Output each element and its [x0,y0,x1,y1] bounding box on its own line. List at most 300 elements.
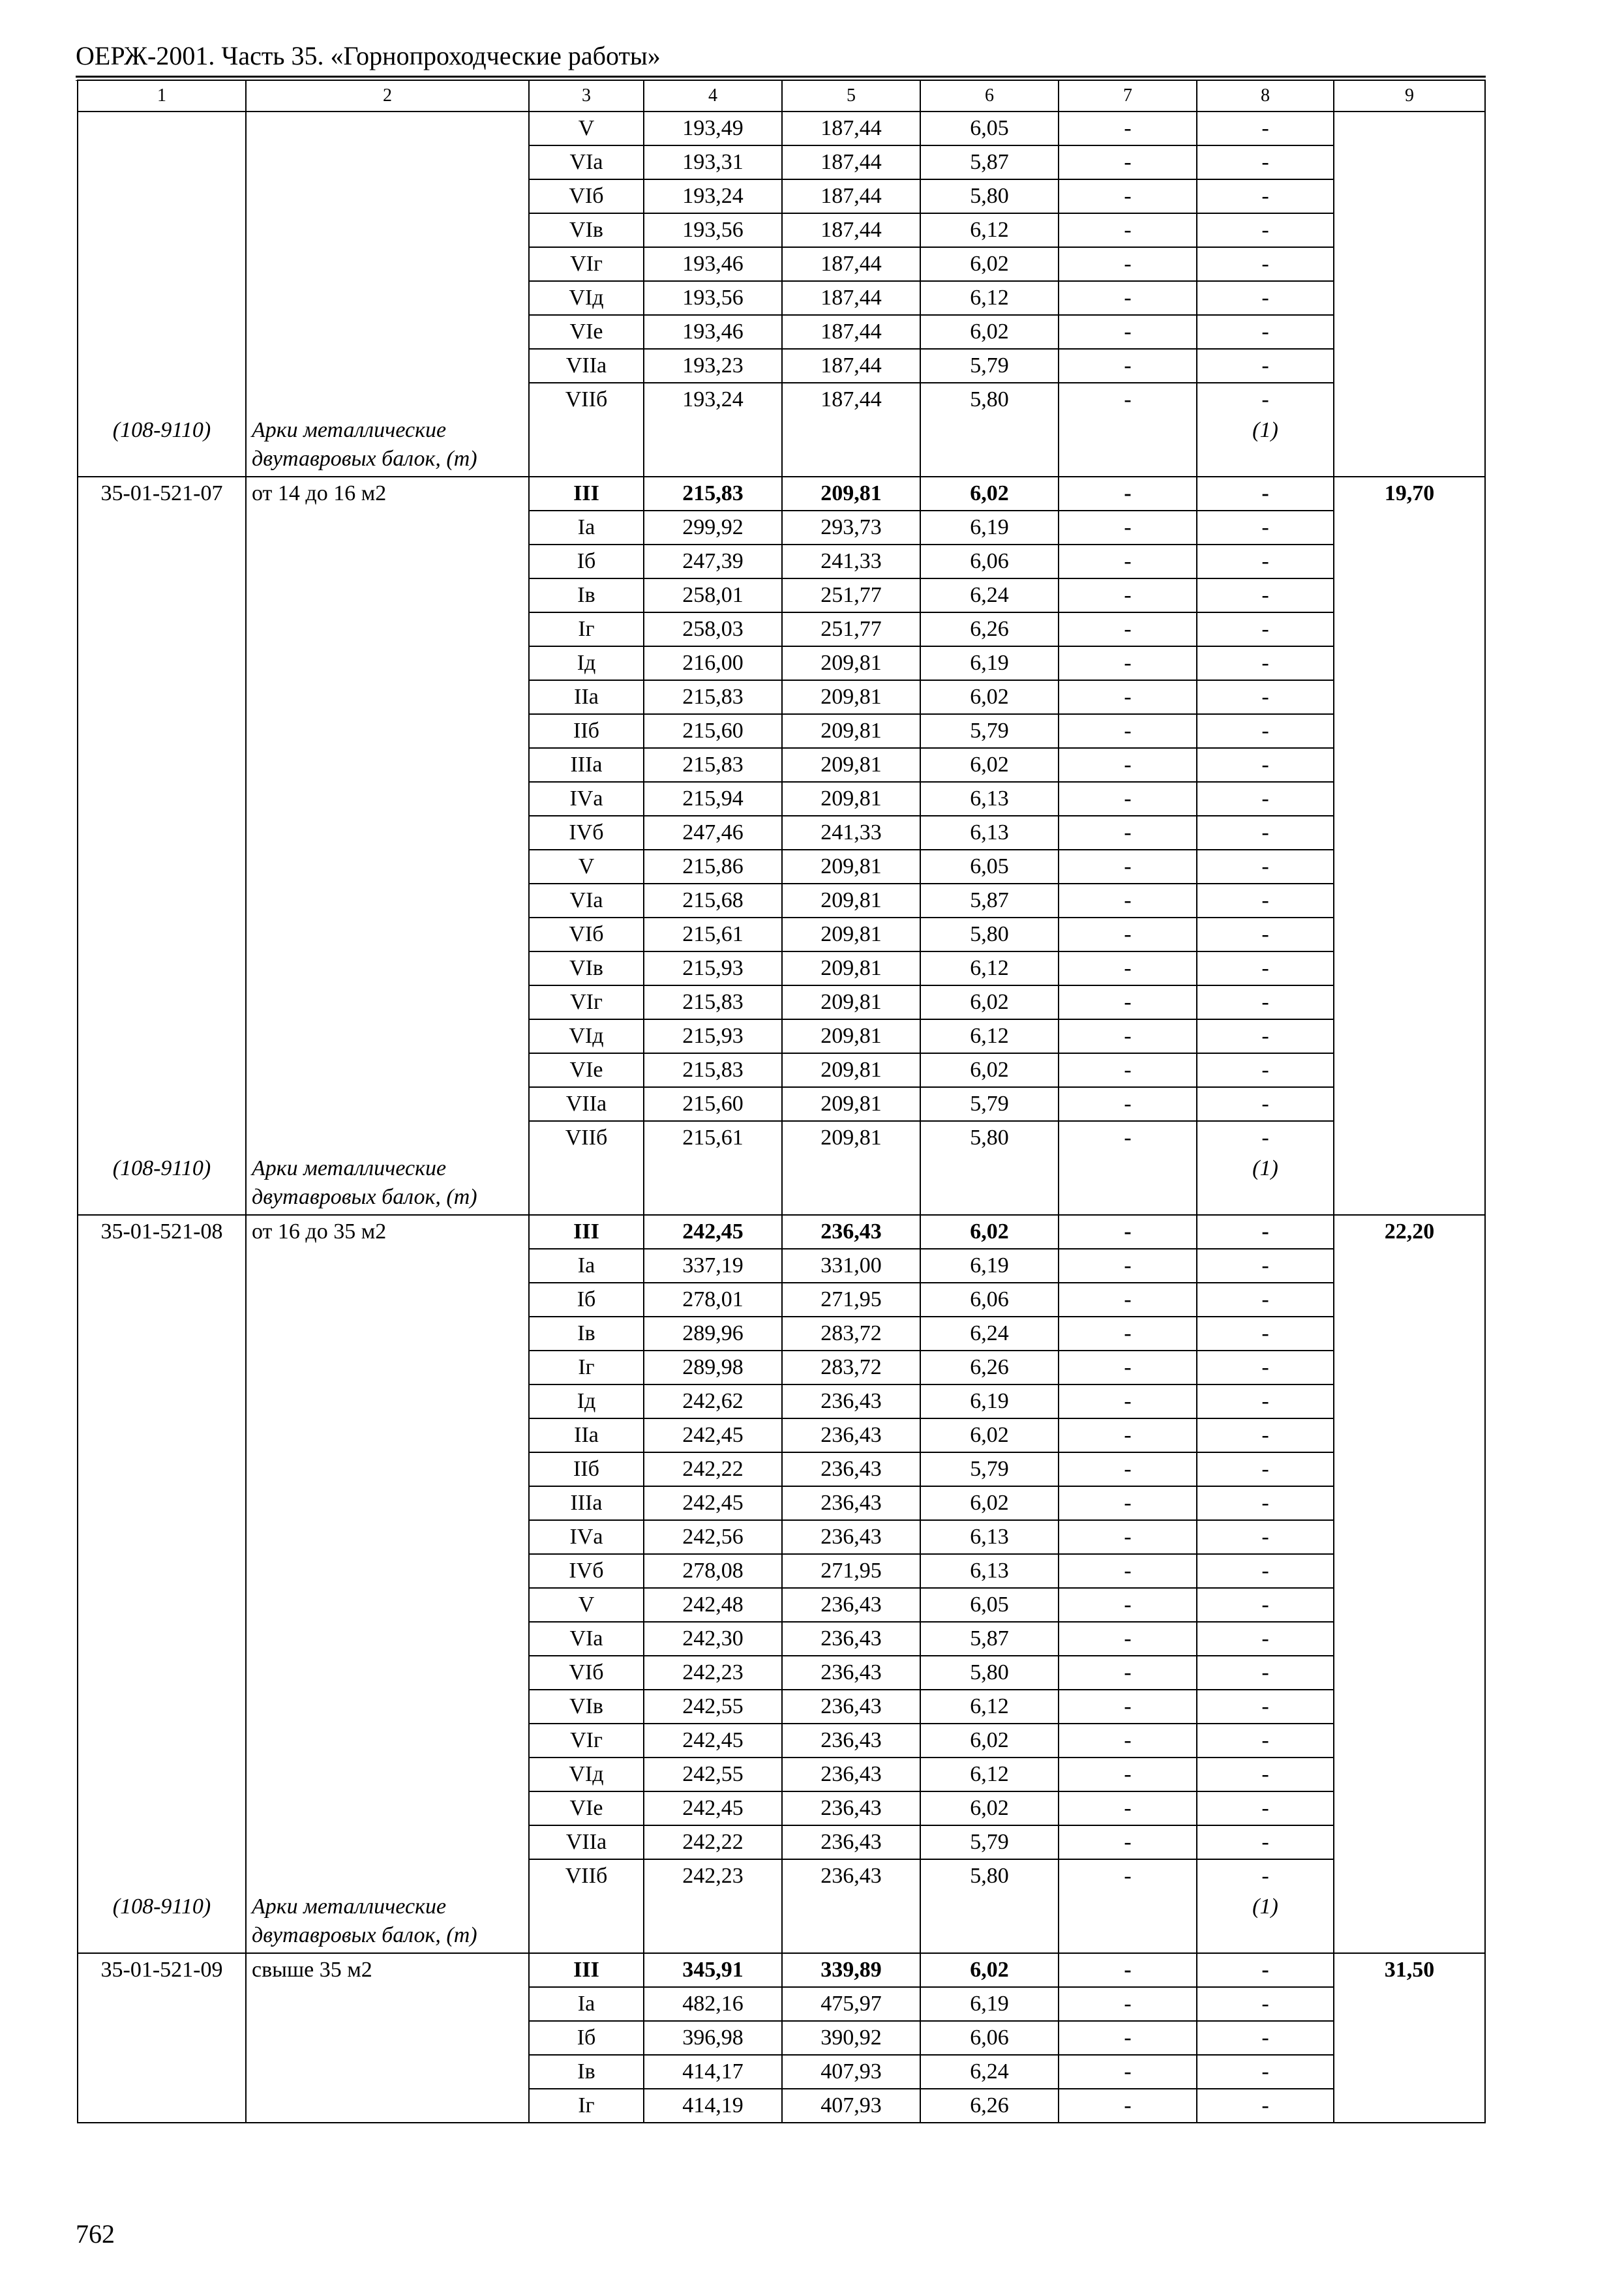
value-cell: 396,98 [644,2021,782,2055]
value-cell: 209,81 [782,680,920,714]
value-cell: 193,24 [644,383,782,416]
table-row [78,1987,1485,2021]
value-cell: 247,46 [644,816,782,850]
norm-code [78,816,246,850]
value-cell: - [1197,1758,1334,1791]
work-name [246,281,529,315]
work-name [246,1987,529,2021]
table-row [78,281,1485,315]
norm-code [78,782,246,816]
value-cell: (1) [1197,1893,1334,1953]
norm-code [78,179,246,213]
value-cell: 193,23 [644,349,782,383]
labor-cost [1334,1520,1485,1554]
value-cell: 242,23 [644,1859,782,1893]
value-cell: 5,79 [920,714,1059,748]
value-cell: 6,12 [920,281,1059,315]
value-cell: - [1197,1554,1334,1588]
work-name [246,1019,529,1053]
work-name [246,951,529,985]
labor-cost [1334,1351,1485,1384]
work-name [246,1452,529,1486]
value-cell: Iв [529,2055,644,2089]
value-cell: 187,44 [782,281,920,315]
value-cell: - [1059,179,1197,213]
value-cell: 215,60 [644,714,782,748]
value-cell: 6,19 [920,1987,1059,2021]
value-cell: 251,77 [782,612,920,646]
table-row [78,545,1485,578]
value-cell: 236,43 [782,1825,920,1859]
value-cell: - [1059,1486,1197,1520]
value-cell: 5,79 [920,349,1059,383]
value-cell: 193,24 [644,179,782,213]
value-cell: 283,72 [782,1317,920,1351]
table-row [78,918,1485,951]
value-cell: - [1059,748,1197,782]
labor-cost [1334,1622,1485,1656]
value-cell: 241,33 [782,545,920,578]
value-cell: 6,13 [920,816,1059,850]
work-name [246,1554,529,1588]
labor-cost [1334,1554,1485,1588]
resource-code: (108-9110) [78,1893,246,1953]
table-row [78,714,1485,748]
note-row [78,416,1485,477]
norm-code [78,213,246,247]
value-cell: 236,43 [782,1452,920,1486]
value-cell: - [1197,646,1334,680]
value-cell: 5,80 [920,918,1059,951]
value-cell: - [1059,281,1197,315]
value-cell: 215,60 [644,1087,782,1121]
norm-code [78,985,246,1019]
work-name [246,1656,529,1690]
value-cell: 187,44 [782,247,920,281]
value-cell: VIв [529,951,644,985]
value-cell: - [1059,2021,1197,2055]
value-cell: 278,01 [644,1283,782,1317]
value-cell: V [529,112,644,145]
value-cell: IIб [529,714,644,748]
value-cell: VIа [529,145,644,179]
value-cell: 6,05 [920,112,1059,145]
value-cell: 216,00 [644,646,782,680]
norm-code [78,1724,246,1758]
value-cell: - [1197,349,1334,383]
value-cell: 236,43 [782,1588,920,1622]
norm-code [78,2089,246,2123]
labor-cost [1334,416,1485,477]
value-cell: IIа [529,680,644,714]
value-cell: 482,16 [644,1987,782,2021]
labor-cost [1334,1384,1485,1418]
value-cell: VIIб [529,1859,644,1893]
table-row [78,1622,1485,1656]
value-cell: - [1059,1019,1197,1053]
value-cell: Iа [529,1249,644,1283]
table-row [78,1758,1485,1791]
value-cell: - [1059,680,1197,714]
value-cell: 242,56 [644,1520,782,1554]
work-name [246,1053,529,1087]
value-cell: 414,17 [644,2055,782,2089]
norm-code [78,1554,246,1588]
value-cell: Iб [529,545,644,578]
value-cell: - [1059,1215,1197,1249]
value-cell: 6,02 [920,1486,1059,1520]
value-cell: 215,83 [644,680,782,714]
value-cell: 187,44 [782,383,920,416]
value-cell: 5,87 [920,1622,1059,1656]
value-cell: 242,55 [644,1758,782,1791]
value-cell: - [1059,145,1197,179]
labor-cost [1334,511,1485,545]
value-cell: - [1197,1791,1334,1825]
value-cell: 6,24 [920,1317,1059,1351]
labor-cost [1334,1724,1485,1758]
value-cell: 215,68 [644,884,782,918]
value-cell: 331,00 [782,1249,920,1283]
value-cell: 247,39 [644,545,782,578]
value-cell: 6,12 [920,213,1059,247]
value-cell: Iд [529,646,644,680]
work-name [246,646,529,680]
value-cell: 6,26 [920,1351,1059,1384]
resource-name: Арки металлические двутавровых балок, (т) [246,1154,529,1215]
labor-cost [1334,1859,1485,1893]
value-cell: 6,02 [920,247,1059,281]
value-cell: - [1197,1283,1334,1317]
norm-code: 35-01-521-09 [78,1953,246,1987]
norm-code [78,1121,246,1154]
column-number: 3 [529,80,644,112]
norm-code [78,1283,246,1317]
norm-code [78,646,246,680]
work-name [246,511,529,545]
work-name [246,680,529,714]
value-cell: 209,81 [782,1053,920,1087]
work-name [246,179,529,213]
value-cell: 5,80 [920,1656,1059,1690]
value-cell: VIв [529,213,644,247]
work-name: от 16 до 35 м2 [246,1215,529,1249]
value-cell [1059,1893,1197,1953]
value-cell: 6,02 [920,1791,1059,1825]
value-cell: 6,12 [920,1019,1059,1053]
column-number-row [78,80,1485,112]
value-cell [529,1893,644,1953]
value-cell: 6,02 [920,748,1059,782]
norm-code [78,1987,246,2021]
value-cell: - [1197,748,1334,782]
labor-cost [1334,383,1485,416]
value-cell: - [1059,1418,1197,1452]
norm-code [78,511,246,545]
value-cell: - [1059,1690,1197,1724]
norm-code [78,884,246,918]
value-cell: 6,02 [920,1953,1059,1987]
norm-code [78,2021,246,2055]
value-cell: 407,93 [782,2089,920,2123]
table-row [78,1690,1485,1724]
norm-code [78,1418,246,1452]
value-cell: - [1059,714,1197,748]
value-cell: - [1197,247,1334,281]
value-cell: - [1059,951,1197,985]
value-cell: - [1197,612,1334,646]
labor-cost [1334,1893,1485,1953]
work-name [246,850,529,884]
value-cell: 236,43 [782,1758,920,1791]
norm-code [78,315,246,349]
work-name [246,612,529,646]
value-cell: 6,05 [920,850,1059,884]
norm-code [78,281,246,315]
table-row [78,578,1485,612]
column-number: 1 [78,80,246,112]
value-cell: Iб [529,2021,644,2055]
value-cell: 187,44 [782,112,920,145]
value-cell: - [1197,1520,1334,1554]
labor-cost [1334,1791,1485,1825]
value-cell: 5,80 [920,383,1059,416]
norm-code [78,1758,246,1791]
value-cell: 236,43 [782,1791,920,1825]
value-cell: IVа [529,1520,644,1554]
table-row [78,1283,1485,1317]
value-cell: 6,02 [920,315,1059,349]
page-header [76,38,1486,81]
value-cell [782,1154,920,1215]
labor-cost [1334,1087,1485,1121]
column-number: 4 [644,80,782,112]
value-cell: 6,13 [920,782,1059,816]
value-cell: 209,81 [782,477,920,511]
table-row [78,884,1485,918]
value-cell: - [1059,850,1197,884]
norm-code: 35-01-521-08 [78,1215,246,1249]
value-cell: Iг [529,612,644,646]
value-cell: VIIа [529,349,644,383]
value-cell: - [1197,1987,1334,2021]
work-name [246,1690,529,1724]
value-cell: 209,81 [782,884,920,918]
value-cell: - [1197,179,1334,213]
value-cell: VIа [529,1622,644,1656]
table-row [78,383,1485,416]
value-cell: 209,81 [782,782,920,816]
value-cell: - [1059,1825,1197,1859]
value-cell: 209,81 [782,918,920,951]
value-cell: - [1059,2055,1197,2089]
norm-code [78,1053,246,1087]
value-cell: - [1059,1317,1197,1351]
labor-cost [1334,112,1485,145]
value-cell: 6,19 [920,511,1059,545]
note-row [78,1154,1485,1215]
table-row [78,1791,1485,1825]
value-cell: 6,19 [920,646,1059,680]
value-cell: - [1197,1384,1334,1418]
labor-cost [1334,748,1485,782]
value-cell: - [1197,1859,1334,1893]
value-cell: 337,19 [644,1249,782,1283]
work-name [246,1758,529,1791]
norm-code [78,578,246,612]
work-name [246,748,529,782]
value-cell: 5,79 [920,1825,1059,1859]
column-number: 8 [1197,80,1334,112]
value-cell: 5,79 [920,1452,1059,1486]
value-cell: - [1059,918,1197,951]
value-cell: 236,43 [782,1520,920,1554]
column-number: 7 [1059,80,1197,112]
value-cell: 258,03 [644,612,782,646]
value-cell: 293,73 [782,511,920,545]
table-row [78,1859,1485,1893]
work-name [246,1087,529,1121]
value-cell: - [1059,1588,1197,1622]
document-title: ОЕРЖ-2001. Часть 35. «Горнопроходческие работы» [76,41,661,70]
value-cell: - [1197,1019,1334,1053]
work-name [246,1859,529,1893]
table-row [78,748,1485,782]
work-name [246,1351,529,1384]
norm-code [78,2055,246,2089]
value-cell: 242,48 [644,1588,782,1622]
labor-cost [1334,2021,1485,2055]
value-cell: 215,61 [644,918,782,951]
value-cell: - [1197,918,1334,951]
table-row [78,1249,1485,1283]
value-cell: 209,81 [782,1121,920,1154]
table-row [78,2089,1485,2123]
value-cell: 251,77 [782,578,920,612]
resource-name: Арки металлические двутавровых балок, (т) [246,416,529,477]
work-name: свыше 35 м2 [246,1953,529,1987]
value-cell: - [1059,1384,1197,1418]
value-cell: - [1197,884,1334,918]
value-cell: - [1059,985,1197,1019]
value-cell: - [1197,1351,1334,1384]
value-cell: 475,97 [782,1987,920,2021]
norm-code [78,1019,246,1053]
value-cell: VIе [529,1053,644,1087]
value-cell: - [1197,1317,1334,1351]
work-name [246,816,529,850]
value-cell: - [1197,213,1334,247]
norm-code [78,1825,246,1859]
labor-cost [1334,145,1485,179]
table-row [78,782,1485,816]
value-cell: Iг [529,2089,644,2123]
labor-cost: 31,50 [1334,1953,1485,1987]
value-cell: 6,26 [920,612,1059,646]
column-number: 2 [246,80,529,112]
value-cell [920,1893,1059,1953]
value-cell: - [1197,985,1334,1019]
labor-cost [1334,1987,1485,2021]
value-cell: 5,79 [920,1087,1059,1121]
labor-cost [1334,680,1485,714]
labor-cost [1334,782,1485,816]
norm-code [78,1622,246,1656]
value-cell: - [1197,714,1334,748]
labor-cost [1334,545,1485,578]
value-cell: - [1059,511,1197,545]
norm-code [78,1486,246,1520]
value-cell: VIд [529,281,644,315]
value-cell: 215,83 [644,1053,782,1087]
value-cell: VIа [529,884,644,918]
table-row [78,1053,1485,1087]
value-cell: - [1059,646,1197,680]
value-cell: - [1197,1087,1334,1121]
value-cell: 209,81 [782,748,920,782]
value-cell: - [1197,2089,1334,2123]
value-cell: - [1197,145,1334,179]
value-cell: VIIб [529,383,644,416]
value-cell: 271,95 [782,1283,920,1317]
value-cell: - [1197,112,1334,145]
value-cell: - [1059,816,1197,850]
value-cell: 209,81 [782,951,920,985]
labor-cost [1334,1758,1485,1791]
value-cell: 209,81 [782,1087,920,1121]
value-cell: IVб [529,1554,644,1588]
value-cell [644,1893,782,1953]
table-row [78,179,1485,213]
value-cell: 215,93 [644,951,782,985]
table-row [78,247,1485,281]
value-cell: 6,12 [920,1690,1059,1724]
work-name [246,1384,529,1418]
column-number: 5 [782,80,920,112]
value-cell: - [1197,281,1334,315]
value-cell: Iг [529,1351,644,1384]
value-cell: IIIа [529,748,644,782]
value-cell: 6,02 [920,1053,1059,1087]
value-cell: Iа [529,1987,644,2021]
work-name [246,884,529,918]
value-cell: 6,02 [920,477,1059,511]
norm-code [78,1588,246,1622]
value-cell: 215,83 [644,985,782,1019]
labor-cost [1334,1656,1485,1690]
value-cell: - [1197,383,1334,416]
work-name [246,2055,529,2089]
labor-cost: 19,70 [1334,477,1485,511]
value-cell: - [1059,1987,1197,2021]
value-cell: - [1197,1249,1334,1283]
value-cell: 215,83 [644,477,782,511]
table-row [78,1953,1485,1987]
value-cell: 5,80 [920,1121,1059,1154]
value-cell: - [1197,1622,1334,1656]
work-name [246,1121,529,1154]
page-number: 762 [76,2219,115,2249]
value-cell: - [1059,247,1197,281]
value-cell: 407,93 [782,2055,920,2089]
norm-code [78,1351,246,1384]
table-body [78,80,1485,2123]
value-cell: - [1059,884,1197,918]
value-cell: 187,44 [782,349,920,383]
value-cell: V [529,1588,644,1622]
table-row [78,511,1485,545]
value-cell: 236,43 [782,1622,920,1656]
